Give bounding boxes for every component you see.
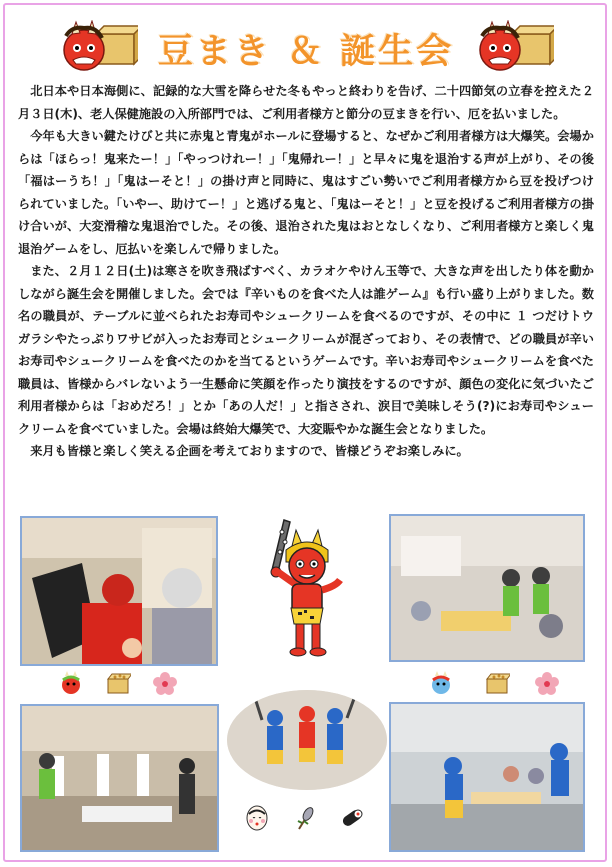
plum-flower-icon <box>152 671 178 695</box>
red-oni-club-illustration <box>258 512 353 662</box>
article-body <box>18 80 594 463</box>
blue-oni-mask-icon <box>428 671 454 695</box>
photo-dayroom-group <box>389 514 585 662</box>
red-oni-mask-icon <box>58 671 84 695</box>
oni-mask-with-bean-box-icon-right <box>474 20 554 78</box>
photo-staff-with-banners <box>20 704 219 852</box>
okame-mask-icon <box>245 805 269 831</box>
bean-box-icon <box>105 671 131 695</box>
bean-box-icon-right <box>484 671 510 695</box>
photo-oni-at-tables <box>389 702 585 852</box>
ehomaki-sushi-icon <box>340 806 364 830</box>
page-title: 豆まき ＆ 誕生会 <box>157 32 455 72</box>
paragraph-setsubun-intro: 北日本や日本海側に、記録的な大雪を降らせた冬もやっと終わりを告げ、二十四節気の立春を控えた２月３日(木)、老人保健施設の入所部門では、ご利用者様方と節分の豆まきを行い、厄を払いました。 <box>18 84 594 121</box>
sardine-holly-icon <box>295 805 317 831</box>
plum-flower-icon-right <box>534 671 560 695</box>
header <box>0 8 612 78</box>
paragraph-oni-appearance: 今年も大きい鍵たけびと共に赤鬼と青鬼がホールに登場すると、なぜかご利用者様方は大爆笑。会場からは「ほらっ！鬼来たー！」「やっつけれー！」「鬼帰れー！」と早々に鬼を退治する声が上がり、その後「福はーうち！」「鬼はーそと！」の掛け声と同時に、鬼はすごい勢いでご利用者様方から豆を投げつけられていました。「いやー、助けてー！」と逃げる鬼と、「鬼はーそと！」と豆を投げるご利用者様方の掛け合いが、大変滑稽な鬼退治でした。その後、退治された鬼はおとなしくなり、ご利用者様方と楽しく鬼退治ゲームをし、厄払いを楽しんで帰りました。 <box>18 129 594 256</box>
paragraph-birthday-party: また、２月１２日(土)は寒さを吹き飛ばすべく、カラオケやけん玉等で、大きな声を出したり体を動かしながら誕生会を開催しました。会では『辛いものを食べた人は誰ゲーム』も行い盛り上がりました。数名の職員が、テーブルに並べられたお寿司やシュークリームを食べるのですが、その中に １ つだけトウガラシやたっぷりワサビが入ったお寿司とシュークリームが混ざっており、その表情で、どの職員が辛いお寿司やシュークリームを食べたのかを当てるというゲームです。辛いお寿司やシュークリームを食べた職員は、皆様からバレないよう一生懸命に笑顔を作ったり演技をするのですが、顔色の変化に気づいたご利用者様からは「おめだろ！」とか「あの人だ！」と指さされ、涙目で美味しそう(?)にお寿司やシュークリームを食べていました。会場は終始大爆笑で、大変賑やかな誕生会となりました。 <box>18 264 594 436</box>
photo-oni-with-residents <box>20 516 218 666</box>
photo-oni-performers <box>227 690 387 790</box>
paragraph-closing: 来月も皆様と楽しく笑える企画を考えておりますので、皆様どうぞお楽しみに。 <box>30 444 469 458</box>
oni-mask-with-bean-box-icon-left <box>58 20 138 78</box>
